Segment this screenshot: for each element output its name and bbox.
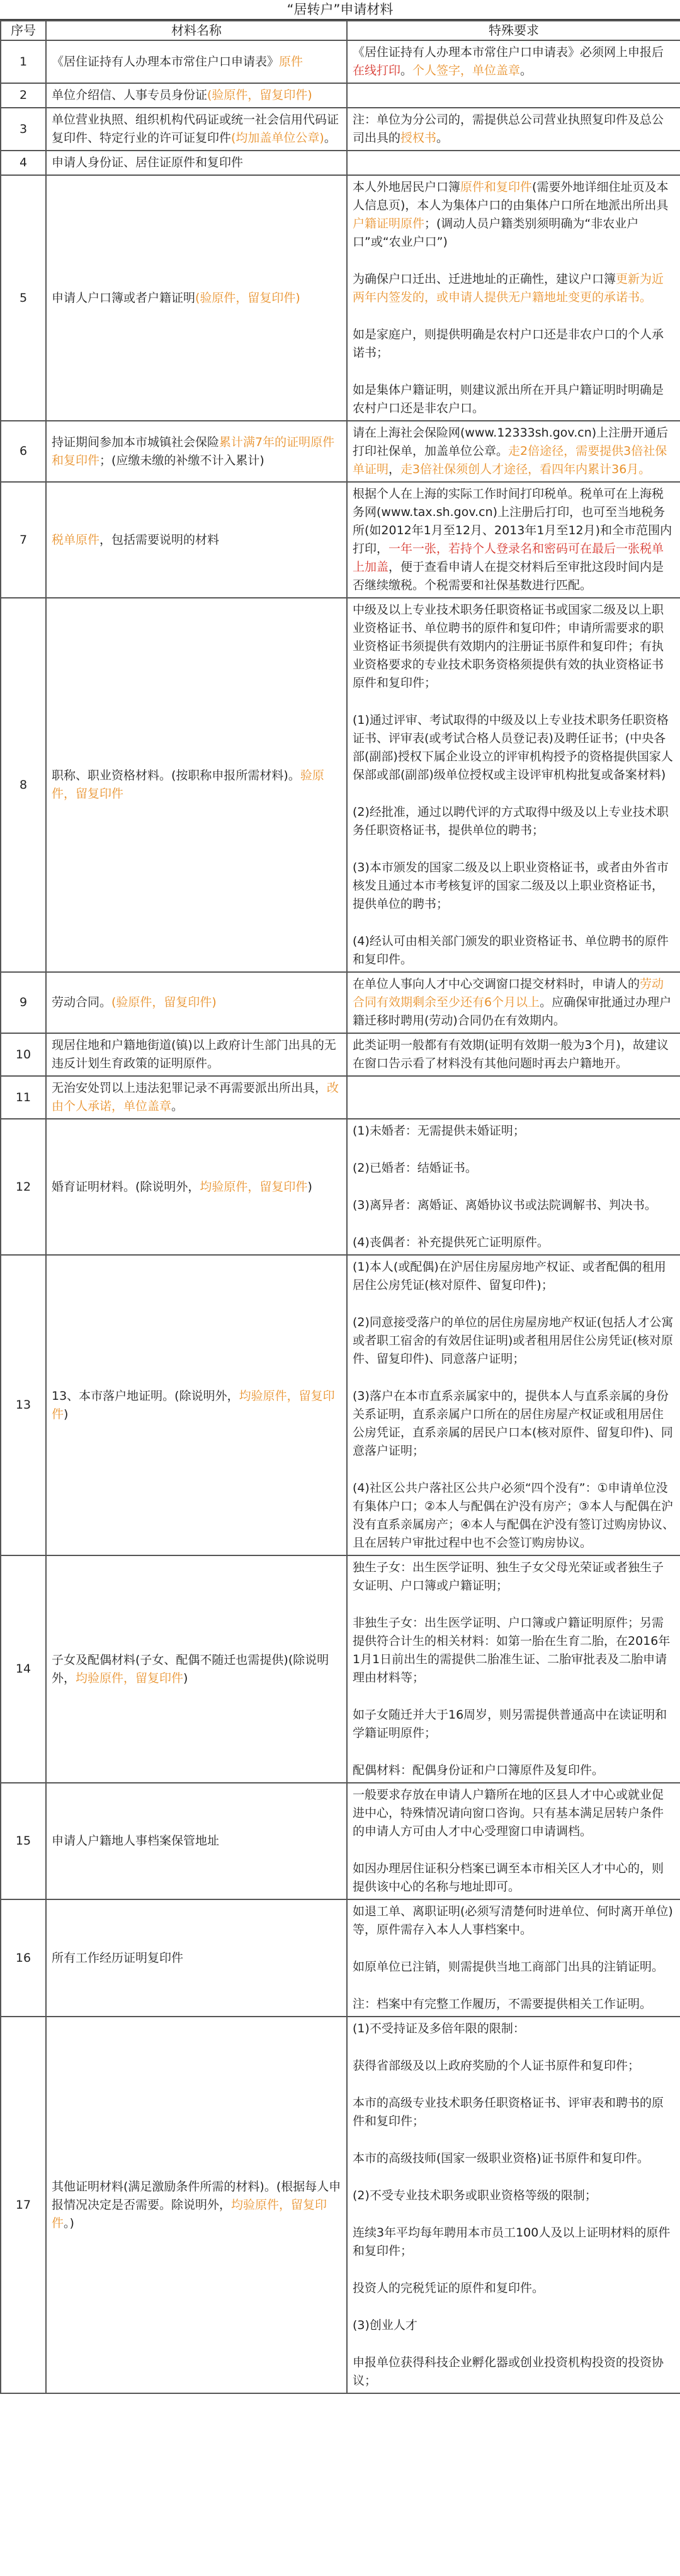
requirement-paragraph — [353, 1559, 675, 1595]
requirement-text: 独生子女：出生医学证明、独生子女父母光荣证或者独生子女证明、户口簿或户籍证明； — [353, 1560, 664, 1593]
requirement-text: 如是家庭户，则提供明确是农村户口还是非农户口的个人承诺书； — [353, 328, 664, 360]
requirement-text: 非独生子女：出生医学证明、户口簿或户籍证明原件；另需提供符合计生的相关材料：如第一胎在生育二胎，在2016年1月1日前出生的需提供二胎准生证、二胎审批表及二胎申请理由材料等； — [353, 1616, 671, 1685]
requirement-paragraph — [353, 381, 675, 418]
table-row — [1, 83, 680, 108]
requirement-text: (3)落户在本市直系亲属家中的，提供本人与直系亲属的身份关系证明，直系亲属户口所在的居住房屋产权证或租用居住公房凭证，直系亲属的居民户口本(核对原件、留复印件)、同意落户证明； — [353, 1389, 673, 1458]
special-requirement — [347, 1555, 680, 1783]
requirement-paragraph — [353, 1122, 675, 1140]
table-row — [1, 40, 680, 83]
material-name-highlight: 均验原件，留复印件 — [200, 1179, 308, 1194]
row-number: 1 — [1, 40, 46, 83]
requirement-text: 。 — [520, 64, 533, 77]
requirement-text: 授权书 — [400, 131, 437, 145]
material-name-text: 单位营业执照、组织机构代码证或统一社会信用代码证复印件、特定行业的许可证复印件 — [52, 113, 339, 145]
requirement-text: 走2倍途径，需要提供3倍社保单证明 — [353, 444, 667, 476]
material-name-text: 申请人户口簿或者户籍证明 — [52, 290, 196, 305]
requirement-paragraph — [353, 43, 675, 80]
material-name-text: 职称、职业资格材料。(按职称申报所需材料)。 — [52, 769, 300, 782]
material-name-text: 申请人身份证、居住证原件和复印件 — [52, 156, 244, 169]
row-number: 11 — [1, 1076, 46, 1119]
material-name-text: 劳动合同。 — [52, 995, 112, 1009]
material-name — [46, 151, 347, 175]
table-row — [1, 1255, 680, 1555]
requirement-text: (1)未婚者：无需提供未婚证明； — [353, 1124, 525, 1138]
material-name — [46, 1783, 347, 1899]
material-name-text: 持证期间参加本市城镇社会保险 — [52, 435, 220, 449]
material-name-highlight: 改由个人承诺，单位盖章 — [52, 1081, 339, 1113]
requirement-text: 获得省部级及以上政府奖励的个人证书原件和复印件； — [353, 2059, 640, 2073]
requirement-text: ， — [388, 462, 401, 476]
requirement-paragraph — [353, 111, 675, 147]
requirement-text: 如退工单、离职证明(必须写清楚何时进单位、何时离开单位)等，原件需存入本人人事档案中。 — [353, 1904, 673, 1937]
requirement-text: (4)经认可由相关部门颁发的职业资格证书、单位聘书的原件和复印件。 — [353, 934, 669, 966]
row-number: 15 — [1, 1783, 46, 1899]
requirement-text: 个人签字，单位盖章 — [412, 64, 521, 77]
material-name — [46, 83, 347, 108]
requirement-paragraph — [353, 859, 675, 913]
material-name-highlight: 均验原件，留复印件 — [52, 2197, 327, 2230]
table-row — [1, 2017, 680, 2393]
requirement-text: (1)通过评审、考试取得的中级及以上专业技术职务任职资格证书、评审表(或考试合格人员登记表)及聘任证书；(中央各部(副部)授权下属企业设立的评审机构授予的资格提供国家人保部或部(副部)级单位授权或主设评审机构批复或备案材料) — [353, 713, 673, 782]
requirement-paragraph — [353, 601, 675, 692]
requirement-paragraph — [353, 803, 675, 840]
material-name — [46, 108, 347, 151]
requirement-text: 如子女随迁并大于16周岁，则另需提供普通高中在读证明和学籍证明原件； — [353, 1708, 667, 1740]
table-row — [1, 108, 680, 151]
material-name-text: 申请人户籍地人事档案保管地址 — [52, 1834, 220, 1848]
requirement-paragraph — [353, 1258, 675, 1295]
material-name — [46, 598, 347, 972]
row-number: 12 — [1, 1119, 46, 1255]
material-name-highlight: (验原件，留复印件) — [111, 995, 217, 1009]
material-name-highlight: 均验原件，留复印件 — [76, 1671, 184, 1685]
material-name-highlight: 均验原件，留复印件 — [52, 1388, 335, 1421]
special-requirement — [347, 1783, 680, 1899]
material-name-tail: ；(应缴未缴的补缴不计入累计) — [99, 453, 264, 467]
requirement-paragraph — [353, 1387, 675, 1460]
requirement-paragraph — [353, 1761, 675, 1780]
material-name-highlight: (验原件，留复印件) — [207, 88, 312, 102]
material-name-tail: ) — [307, 1179, 312, 1194]
table-row — [1, 972, 680, 1033]
material-name — [46, 1119, 347, 1255]
requirement-text: (3)离异者：离婚证、离婚协议书或法院调解书、判决书。 — [353, 1198, 657, 1212]
material-name-text: 无治安处罚以上违法犯罪记录不再需要派出所出具， — [52, 1081, 327, 1095]
material-name — [46, 2017, 347, 2393]
row-number: 13 — [1, 1255, 46, 1555]
material-name — [46, 1555, 347, 1783]
document-title: “居转户”申请材料 — [0, 0, 680, 20]
header-req: 特殊要求 — [347, 21, 680, 40]
requirement-text: 请在上海社会保险网(www.12333sh.gov.cn)上注册开通后打印社保单，加盖单位公章。 — [353, 426, 669, 458]
requirement-paragraph — [353, 2187, 675, 2205]
requirement-text: 投资人的完税凭证的原件和复印件。 — [353, 2281, 545, 2295]
special-requirement — [347, 972, 680, 1033]
requirement-text: (需要外地详细住址页及本人信息页)，本人为集体户口的由集体户口所在地派出所出具 — [353, 180, 669, 212]
requirement-paragraph — [353, 2150, 675, 2168]
table-header-row — [1, 21, 680, 40]
requirement-text: 此类证明一般都有有效期(证明有效期一般为3个月)，故建议在窗口告示看了材料没有其他问题时再去户籍地开。 — [353, 1038, 669, 1070]
requirement-paragraph — [353, 1036, 675, 1073]
requirement-text: 户籍证明原件 — [353, 217, 425, 231]
material-name — [46, 1899, 347, 2017]
table-row — [1, 598, 680, 972]
material-name-text: 子女及配偶材料(子女、配偶不随迁也需提供)(除说明外， — [52, 1652, 329, 1685]
material-name-highlight: 验原件，留复印件 — [52, 769, 324, 801]
material-name — [46, 972, 347, 1033]
requirement-paragraph — [353, 1614, 675, 1687]
requirement-text: 中级及以上专业技术职务任职资格证书或国家二级及以上职业资格证书、单位聘书的原件和复印件；申请所需要求的职业资格证书须提供有效期内的注册证书原件和复印件；有执业资格要求的专业技术职务资格须提供有效的执业资格证书原件和复印件； — [353, 603, 664, 690]
material-name-text: 婚育证明材料。(除说明外， — [52, 1179, 200, 1194]
requirement-text: 在线打印 — [353, 64, 401, 77]
requirement-paragraph — [353, 2279, 675, 2298]
requirement-text: 如因办理居住证积分档案已调至本市相关区人才中心的，则提供该中心的名称与地址即可。 — [353, 1862, 664, 1894]
requirement-paragraph — [353, 1958, 675, 1976]
material-name-tail: ) — [183, 1671, 188, 1685]
requirement-text: 连续3年平均每年聘用本市员工100人及以上证明材料的原件和复印件； — [353, 2226, 671, 2258]
requirement-paragraph — [353, 2094, 675, 2131]
requirement-text: 本人外地居民户口簿 — [353, 180, 461, 194]
special-requirement — [347, 2017, 680, 2393]
material-name — [46, 482, 347, 598]
requirement-text: 申报单位获得科技企业孵化器或创业投资机构投资的投资协议； — [353, 2356, 664, 2388]
requirement-text: 为确保户口迁出、迁进地址的正确性，建议户口簿 — [353, 272, 616, 286]
requirement-paragraph — [353, 1903, 675, 1939]
requirement-paragraph — [353, 2316, 675, 2335]
special-requirement — [347, 1076, 680, 1119]
requirement-text: 在单位人事向人才中心交调窗口提交材料时，申请人的 — [353, 977, 640, 991]
row-number: 2 — [1, 83, 46, 108]
material-name-highlight: 税单原件 — [52, 532, 100, 547]
requirement-paragraph — [353, 326, 675, 362]
special-requirement — [347, 40, 680, 83]
requirement-paragraph — [353, 2354, 675, 2390]
requirement-text: (2)已婚者：结婚证书。 — [353, 1161, 477, 1175]
special-requirement — [347, 1119, 680, 1255]
requirement-text: 如是集体户籍证明，则建议派出所在开具户籍证明时明确是农村户口还是非农户口。 — [353, 383, 664, 415]
requirement-text: 注：档案中有完整工作履历，不需要提供相关工作证明。 — [353, 1997, 652, 2011]
requirement-paragraph — [353, 424, 675, 479]
table-row — [1, 1033, 680, 1076]
material-name-highlight: 原件 — [279, 54, 303, 69]
requirement-text: 根据个人在上海的实际工作时间打印税单。税单可在上海税务网(www.tax.sh.gov.cn)上注册后打印，也可至当地税务所(如2012年1月至12月、2013年1月至12月)和全市范围内打印， — [353, 487, 672, 556]
requirement-text: 原件和复印件 — [460, 180, 533, 194]
requirement-text: 如原单位已注销，则需提供当地工商部门出具的注销证明。 — [353, 1960, 664, 1974]
requirement-text: 。 — [400, 64, 413, 77]
row-number: 8 — [1, 598, 46, 972]
requirement-paragraph — [353, 2224, 675, 2260]
requirement-text: ；(调动人员户籍类别须明确为“非农业户口”或“农业户口”) — [353, 217, 639, 249]
requirement-paragraph — [353, 975, 675, 1030]
special-requirement — [347, 108, 680, 151]
special-requirement — [347, 1033, 680, 1076]
material-name-text: 现居住地和户籍地街道(镇)以上政府计生部门出具的无违反计划生育政策的证明原件。 — [52, 1038, 336, 1070]
material-name — [46, 421, 347, 482]
special-requirement — [347, 482, 680, 598]
material-name-tail: ，包括需要说明的材料 — [99, 532, 220, 547]
material-name — [46, 40, 347, 83]
special-requirement — [347, 1255, 680, 1555]
requirement-paragraph — [353, 485, 675, 595]
special-requirement — [347, 151, 680, 175]
requirement-text: (3)创业人才 — [353, 2318, 417, 2332]
requirement-text: 本市的高级技师(国家一级职业资格)证书原件和复印件。 — [353, 2151, 649, 2165]
table-row — [1, 1555, 680, 1783]
row-number: 3 — [1, 108, 46, 151]
requirement-paragraph — [353, 1234, 675, 1252]
requirement-text: 。 — [436, 131, 449, 145]
requirement-text: (3)本市颁发的国家二级及以上职业资格证书，或者由外省市核发且通过本市考核复评的国家二级及以上职业资格证书，提供单位的聘书； — [353, 861, 669, 911]
requirement-paragraph — [353, 178, 675, 251]
requirement-paragraph — [353, 1479, 675, 1552]
special-requirement — [347, 598, 680, 972]
material-name — [46, 1076, 347, 1119]
requirement-text: 配偶材料：配偶身份证和户口簿原件及复印件。 — [353, 1763, 604, 1777]
requirement-paragraph — [353, 2057, 675, 2075]
material-name-text: 所有工作经历证明复印件 — [52, 1950, 184, 1965]
material-name-tail: ) — [64, 1407, 69, 1421]
requirement-paragraph — [353, 1786, 675, 1841]
material-name-text: 单位介绍信、人事专员身份证 — [52, 88, 208, 102]
special-requirement — [347, 83, 680, 108]
row-number: 5 — [1, 175, 46, 421]
material-name-tail: 。 — [171, 1099, 184, 1113]
requirement-text: 一般要求存放在申请人户籍所在地的区县人才中心或就业促进中心，特殊情况请向窗口咨询。只有基本满足居转户条件的申请人方可由人才中心受理窗口申请调档。 — [353, 1788, 664, 1838]
table-row — [1, 175, 680, 421]
requirement-paragraph — [353, 1196, 675, 1215]
row-number: 9 — [1, 972, 46, 1033]
requirement-text: (2)经批准，通过以聘代评的方式取得中级及以上专业技术职务任职资格证书，提供单位的聘书； — [353, 805, 669, 837]
row-number: 10 — [1, 1033, 46, 1076]
requirement-text: ，便于查看申请人在提交材料后至审批这段时间内是否继续缴税。个税需要和社保基数进行匹配。 — [353, 560, 664, 592]
requirement-text: (4)丧偶者：补充提供死亡证明原件。 — [353, 1235, 549, 1249]
table-row — [1, 1076, 680, 1119]
requirement-paragraph — [353, 2020, 675, 2038]
row-number: 4 — [1, 151, 46, 175]
table-row — [1, 482, 680, 598]
requirement-text: 劳动合同有效期剩余至少还有6个月以上 — [353, 977, 664, 1009]
requirement-text: 更新为近两年内签发的，或申请人提供无户籍地址变更的承诺书。 — [353, 272, 664, 304]
material-name-text: 13、本市落户地证明。(除说明外， — [52, 1388, 239, 1403]
material-name-tail: 。) — [64, 2216, 74, 2230]
requirement-paragraph — [353, 1995, 675, 2013]
table-row — [1, 421, 680, 482]
requirement-text: 本市的高级专业技术职务任职资格证书、评审表和聘书的原件和复印件； — [353, 2096, 664, 2128]
requirement-text: 注：单位为分公司的，需提供总公司营业执照复印件及总公司出具的 — [353, 113, 664, 145]
material-name — [46, 1033, 347, 1076]
row-number: 17 — [1, 2017, 46, 2393]
special-requirement — [347, 175, 680, 421]
materials-table — [0, 20, 680, 2394]
special-requirement — [347, 1899, 680, 2017]
table-row — [1, 1783, 680, 1899]
material-name-tail: 。 — [324, 131, 336, 145]
requirement-paragraph — [353, 711, 675, 784]
material-name-text: 其他证明材料(满足激励条件所需的材料)。(根据每人申报情况决定是否需要。除说明外， — [52, 2179, 341, 2212]
requirement-text: (1)本人(或配偶)在沪居住房屋房地产权证、或者配偶的租用居住公房凭证(核对原件、留复印件)； — [353, 1260, 666, 1292]
requirement-text: 《居住证持有人办理本市常住户口申请表》必须网上申报后 — [353, 45, 664, 59]
material-name-text: 《居住证持有人办理本市常住户口申请表》 — [52, 54, 280, 69]
material-name — [46, 175, 347, 421]
requirement-text: (2)不受专业技术职务或职业资格等级的限制； — [353, 2189, 597, 2202]
row-number: 16 — [1, 1899, 46, 2017]
special-requirement — [347, 421, 680, 482]
material-name-highlight: 累计满7年的证明原件和复印件 — [52, 435, 335, 467]
material-name — [46, 1255, 347, 1555]
requirement-paragraph — [353, 1860, 675, 1896]
requirement-paragraph — [353, 1159, 675, 1177]
header-name: 材料名称 — [46, 21, 347, 40]
requirement-paragraph — [353, 932, 675, 969]
table-row — [1, 1899, 680, 2017]
requirement-text: 走3倍社保须创人才途径，看四年内累计36月。 — [400, 462, 651, 476]
material-name-highlight: (验原件，留复印件) — [195, 290, 300, 305]
row-number: 6 — [1, 421, 46, 482]
table-row — [1, 1119, 680, 1255]
header-num: 序号 — [1, 21, 46, 40]
requirement-text: 一年一张，若持个人登录名和密码可在最后一张税单上加盖 — [353, 542, 664, 574]
requirement-paragraph — [353, 1314, 675, 1368]
row-number: 7 — [1, 482, 46, 598]
material-name-highlight: (均加盖单位公章) — [231, 131, 324, 145]
requirement-text: 。应确保审批通过办理户籍迁移时聘用(劳动)合同仍在有效期内。 — [353, 995, 672, 1028]
row-number: 14 — [1, 1555, 46, 1783]
requirement-paragraph — [353, 1706, 675, 1743]
requirement-paragraph — [353, 270, 675, 307]
requirement-text: (2)同意接受落户的单位的居住房屋房地产权证(包括人才公寓或者职工宿舍的有效居住证明)或者租用居住公房凭证(核对原件、留复印件)、同意落户证明； — [353, 1315, 674, 1366]
table-body — [1, 40, 680, 2393]
requirement-text: (4)社区公共户落社区公共户必须“四个没有”：①申请单位没有集体户口；②本人与配偶在沪没有房产；③本人与配偶在沪没有直系亲属房产；④本人与配偶在沪没有签订过购房协议、且在居转户审批过程中也不会签订购房协议。 — [353, 1481, 675, 1550]
requirement-text: (1)不受持证及多倍年限的限制： — [353, 2022, 525, 2035]
table-row — [1, 151, 680, 175]
